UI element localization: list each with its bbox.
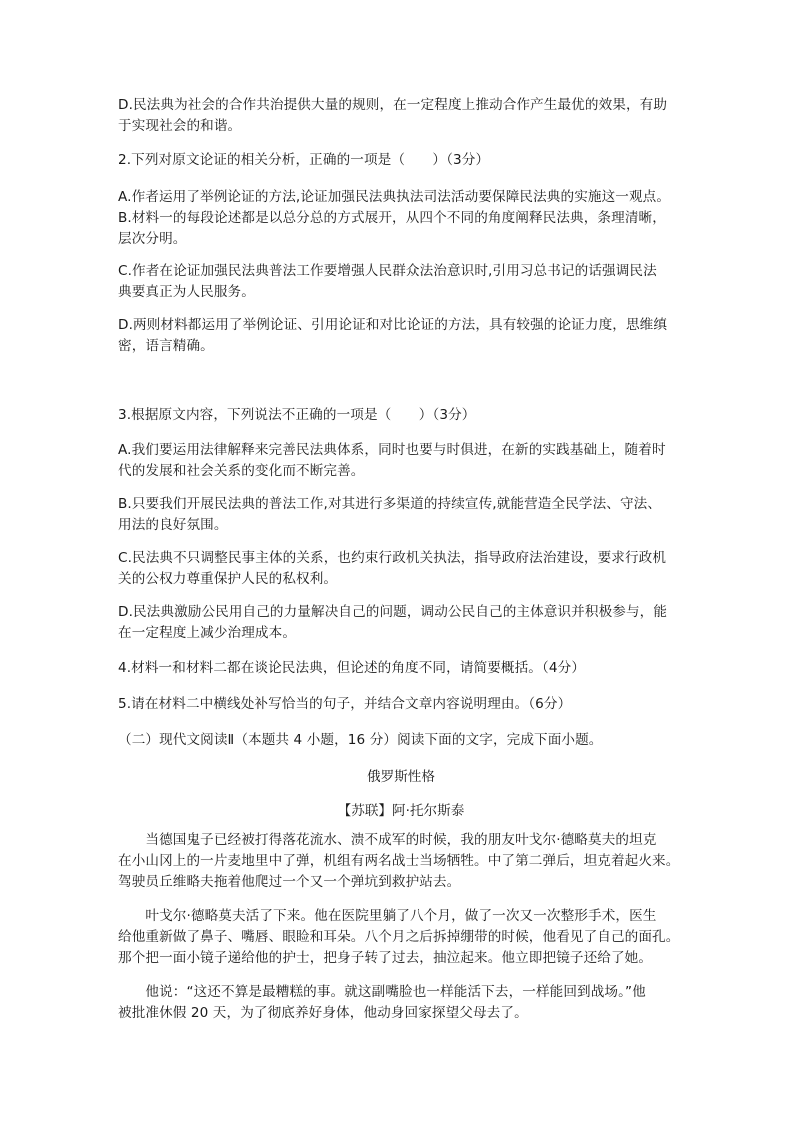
text-line: 于实现社会的和谐。 [118, 118, 242, 134]
q4-question: 4.材料一和材料二都在谈论民法典，但论述的角度不同，请简要概括。（4分） [118, 660, 586, 676]
text-line: 典要真正为人民服务。 [118, 284, 255, 300]
section-heading: （二）现代文阅读Ⅱ（本题共 4 小题，16 分）阅读下面的文字，完成下面小题。 [118, 732, 603, 748]
text-line: 当德国鬼子已经被打得落花流水、溃不成军的时候，我的朋友叶戈尔·德略莫夫的坦克 [118, 832, 657, 848]
text-line: D.民法典激励公民用自己的力量解决自己的问题，调动公民自己的主体意识并积极参与，能 [118, 604, 668, 620]
text-line: C.作者在论证加强民法典普法工作要增强人民群众法治意识时,引用习总书记的话强调民法 [118, 263, 657, 279]
q3-option-b [118, 494, 684, 536]
q2-stem: 2.下列对原文论证的相关分析，正确的一项是（ ）（3分） [118, 152, 490, 168]
q2-option-c [118, 261, 684, 303]
q2-option-a [118, 187, 684, 208]
text-line: 驾驶员丘维略夫拖着他爬过一个又一个弹坑到救护站去。 [118, 874, 461, 890]
text-line: A.作者运用了举例论证的方法,论证加强民法典执法司法活动要保障民法典的实施这一观点。 [118, 189, 671, 205]
q5-question: 5.请在材料二中横线处补写恰当的句子，并结合文章内容说明理由。（6分） [118, 696, 572, 712]
story-paragraph-2 [118, 906, 684, 969]
text-line: 用法的良好氛围。 [118, 517, 228, 533]
text-line: B.材料一的每段论述都是以总分总的方式展开，从四个不同的角度阐释民法典，条理清晰， [118, 210, 666, 226]
text-line: 给他重新做了鼻子、嘴唇、眼睑和耳朵。八个月之后拆掉绷带的时候，他看见了自己的面孔。 [118, 929, 680, 945]
text-line: 他说：“这还不算是最糟糕的事。就这副嘴脸也一样能活下去，一样能回到战场。”他 [118, 984, 646, 1000]
text-line: 在小山冈上的一片麦地里中了弹，机组有两名战士当场牺牲。中了第二弹后，坦克着起火来。 [118, 853, 680, 869]
text-line: 叶戈尔·德略莫夫活了下来。他在医院里躺了八个月，做了一次又一次整形手术，医生 [118, 908, 657, 924]
q2-option-d [118, 315, 684, 357]
q2-option-b [118, 208, 684, 250]
text-line: 关的公权力尊重保护人民的私权利。 [118, 571, 338, 587]
story-paragraph-1 [118, 830, 684, 893]
text-line: 被批准休假 20 天，为了彻底养好身体，他动身回家探望父母去了。 [118, 1005, 528, 1021]
text-line: D.民法典为社会的合作共治提供大量的规则，在一定程度上推动合作产生最优的效果，有助 [118, 97, 668, 113]
text-line: 在一定程度上减少治理成本。 [118, 625, 297, 641]
text-line: 层次分明。 [118, 231, 187, 247]
q3-option-a [118, 440, 684, 482]
q3-option-c [118, 548, 684, 590]
story-paragraph-3 [118, 982, 684, 1024]
story-author: 【苏联】阿·托尔斯泰 [337, 803, 465, 819]
text-line: 密，语言精确。 [118, 338, 214, 354]
text-line: D.两则材料都运用了举例论证、引用论证和对比论证的方法，具有较强的论证力度，思维缜 [118, 317, 668, 333]
text-line: 代的发展和社会关系的变化而不断完善。 [118, 463, 365, 479]
text-line: B.只要我们开展民法典的普法工作,对其进行多渠道的持续宣传,就能营造全民学法、守法、 [118, 496, 662, 512]
text-line: A.我们要运用法律解释来完善民法典体系，同时也要与时俱进，在新的实践基础上，随着时 [118, 442, 666, 458]
text-line: 那个把一面小镜子递给他的护士，把身子转了过去，抽泣起来。他立即把镜子还给了她。 [118, 950, 653, 966]
q3-option-d [118, 602, 684, 644]
q3-stem: 3.根据原文内容，下列说法不正确的一项是（ ）（3分） [118, 407, 476, 423]
story-title: 俄罗斯性格 [367, 769, 435, 785]
text-line: C.民法典不只调整民事主体的关系，也约束行政机关执法，指导政府法治建设，要求行政机 [118, 550, 667, 566]
q1-option-d [118, 95, 684, 137]
